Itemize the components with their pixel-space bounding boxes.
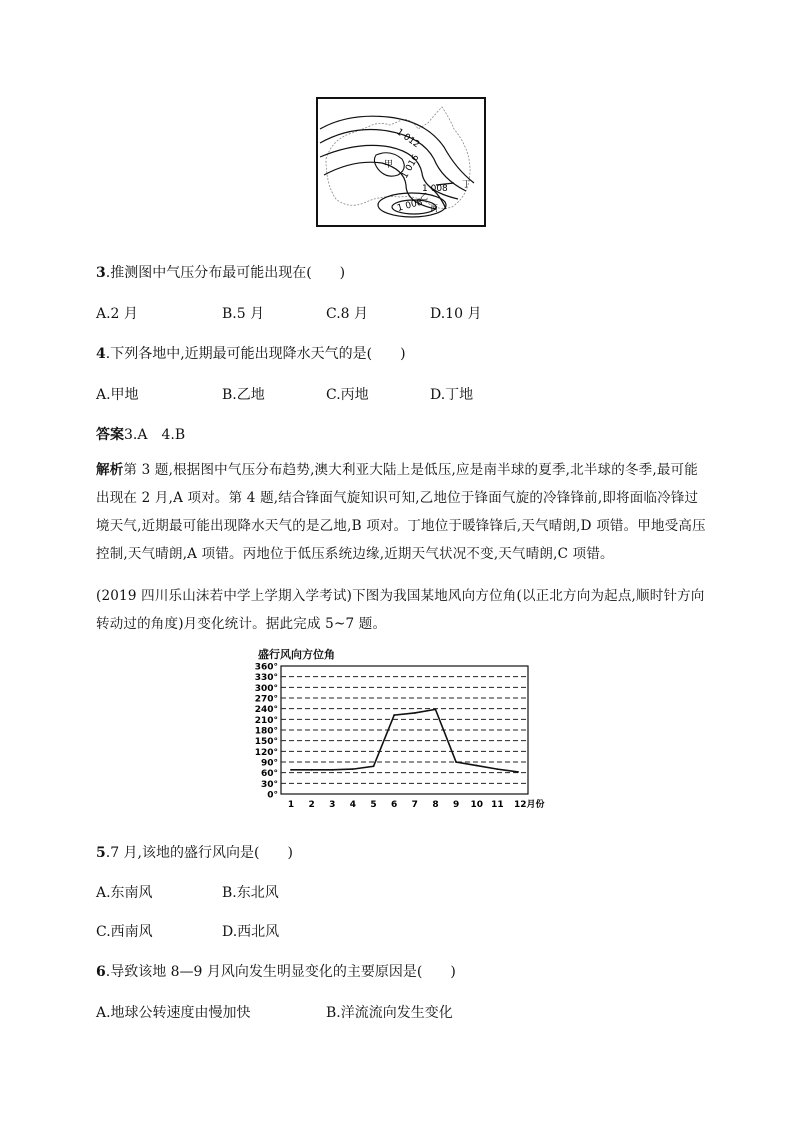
question-number: 4 bbox=[96, 346, 106, 362]
place-label-bing: 丙 bbox=[430, 204, 438, 213]
option-4d: D.丁地 bbox=[430, 387, 474, 403]
option-6a: A.地球公转速度由慢加快 bbox=[96, 1005, 251, 1021]
data-point bbox=[373, 765, 375, 767]
data-point bbox=[496, 768, 498, 770]
answer-text: 3.A 4.B bbox=[124, 427, 186, 443]
question-number: 3 bbox=[96, 265, 106, 281]
data-point bbox=[331, 769, 333, 771]
answer-line bbox=[96, 424, 185, 444]
y-tick-label: 180° bbox=[254, 726, 278, 737]
data-point bbox=[476, 765, 478, 767]
question-4 bbox=[96, 343, 406, 363]
y-tick-label: 150° bbox=[254, 737, 278, 748]
wind-direction-chart bbox=[240, 646, 550, 811]
isobar-map-drawing bbox=[318, 99, 484, 225]
analysis-label: 解析 bbox=[96, 462, 124, 478]
option-4a: A.甲地 bbox=[96, 387, 139, 403]
y-tick-label: 60° bbox=[260, 769, 278, 780]
y-tick-label: 330° bbox=[254, 673, 278, 684]
x-tick-label: 4 bbox=[349, 800, 357, 810]
y-tick-label: 270° bbox=[254, 694, 278, 705]
x-tick-label: 1 bbox=[287, 800, 295, 810]
y-tick-label: 240° bbox=[254, 705, 278, 716]
analysis-paragraph bbox=[96, 456, 706, 568]
option-6b: B.洋流流向发生变化 bbox=[326, 1005, 453, 1021]
place-label-jia: 甲 bbox=[384, 160, 394, 170]
data-point bbox=[393, 714, 395, 716]
place-label-yi: 乙 bbox=[420, 192, 428, 201]
option-3d: D.10 月 bbox=[430, 306, 482, 322]
option-4c: C.丙地 bbox=[326, 387, 369, 403]
coastline bbox=[326, 107, 470, 208]
question-5 bbox=[96, 842, 293, 862]
y-tick-label: 210° bbox=[254, 715, 278, 726]
x-tick-label: 11 bbox=[491, 800, 504, 810]
data-point bbox=[311, 769, 313, 771]
intro-paragraph: (2019 四川乐山沫若中学上学期入学考试)下图为我国某地风向方位角(以正北方向为起点,顺时针方向转动过的角度)月变化统计。据此完成 5~7 题。 bbox=[96, 588, 705, 632]
answer-label: 答案 bbox=[96, 427, 124, 443]
question-text: .导致该地 8—9 月风向发生明显变化的主要原因是( ) bbox=[105, 964, 456, 980]
place-label-ding: 丁 bbox=[462, 180, 472, 190]
isobar-map bbox=[316, 97, 486, 227]
question-number: 5 bbox=[96, 845, 106, 861]
x-tick-label: 10 bbox=[470, 800, 483, 810]
data-point bbox=[414, 712, 416, 714]
isobar-label: 1 008 bbox=[396, 197, 424, 214]
option-3b: B.5 月 bbox=[222, 306, 265, 322]
data-point bbox=[290, 769, 292, 771]
option-4b: B.乙地 bbox=[222, 387, 265, 403]
data-point bbox=[352, 768, 354, 770]
data-point bbox=[455, 761, 457, 763]
chart-plot bbox=[240, 660, 550, 810]
y-tick-label: 120° bbox=[254, 747, 278, 758]
question-3 bbox=[96, 262, 345, 282]
question-6 bbox=[96, 961, 456, 981]
option-5d: D.西北风 bbox=[222, 924, 280, 940]
option-5b: B.东北风 bbox=[222, 885, 279, 901]
option-3a: A.2 月 bbox=[96, 306, 138, 322]
isobar-label: 1 016 bbox=[399, 153, 422, 181]
y-tick-label: 360° bbox=[254, 662, 278, 673]
data-point bbox=[435, 708, 437, 710]
y-tick-label: 90° bbox=[260, 758, 278, 769]
question-text: .推测图中气压分布最可能出现在( ) bbox=[105, 265, 346, 281]
analysis-text: 第 3 题,根据图中气压分布趋势,澳大利亚大陆上是低压,应是南半球的夏季,北半球的冬季,最可能出现在 2 月,A 项对。第 4 题,结合锋面气旋知识可知,乙地位于锋面气旋的冷锋锋前,即将面临冷锋过境天气,近期最可能出现降水天气的是乙地,B 项对。丁地位于暖锋锋后,天气晴朗,D 项错。甲地受高压控制,天气晴朗,A 项错。丙地位于低压系统边缘,近期天气状况不变,天气晴朗,C 项错。 bbox=[96, 462, 706, 562]
y-tick-label: 0° bbox=[267, 790, 278, 801]
y-tick-label: 30° bbox=[260, 779, 278, 790]
x-tick-label: 6 bbox=[391, 800, 398, 810]
chart-title: 盛行风向方位角 bbox=[258, 648, 335, 661]
data-point bbox=[517, 771, 519, 773]
x-tick-label: 5 bbox=[370, 800, 377, 810]
x-tick-label: 9 bbox=[452, 800, 460, 810]
question-number: 6 bbox=[96, 964, 106, 980]
x-tick-label: 7 bbox=[411, 800, 418, 810]
option-3c: C.8 月 bbox=[326, 306, 369, 322]
x-tick-label: 8 bbox=[432, 800, 439, 810]
option-5c: C.西南风 bbox=[96, 924, 153, 940]
x-tick-label: 3 bbox=[329, 800, 336, 810]
x-tick-label: 12月份 bbox=[514, 800, 545, 810]
y-tick-label: 300° bbox=[254, 683, 278, 694]
isobar-label: 1 008 bbox=[422, 184, 448, 194]
option-5a: A.东南风 bbox=[96, 885, 153, 901]
question-text: .7 月,该地的盛行风向是( ) bbox=[105, 845, 293, 861]
isobar-label: 1 012 bbox=[394, 127, 422, 151]
question-text: .下列各地中,近期最可能出现降水天气的是( ) bbox=[105, 346, 406, 362]
x-tick-label: 2 bbox=[308, 800, 315, 810]
